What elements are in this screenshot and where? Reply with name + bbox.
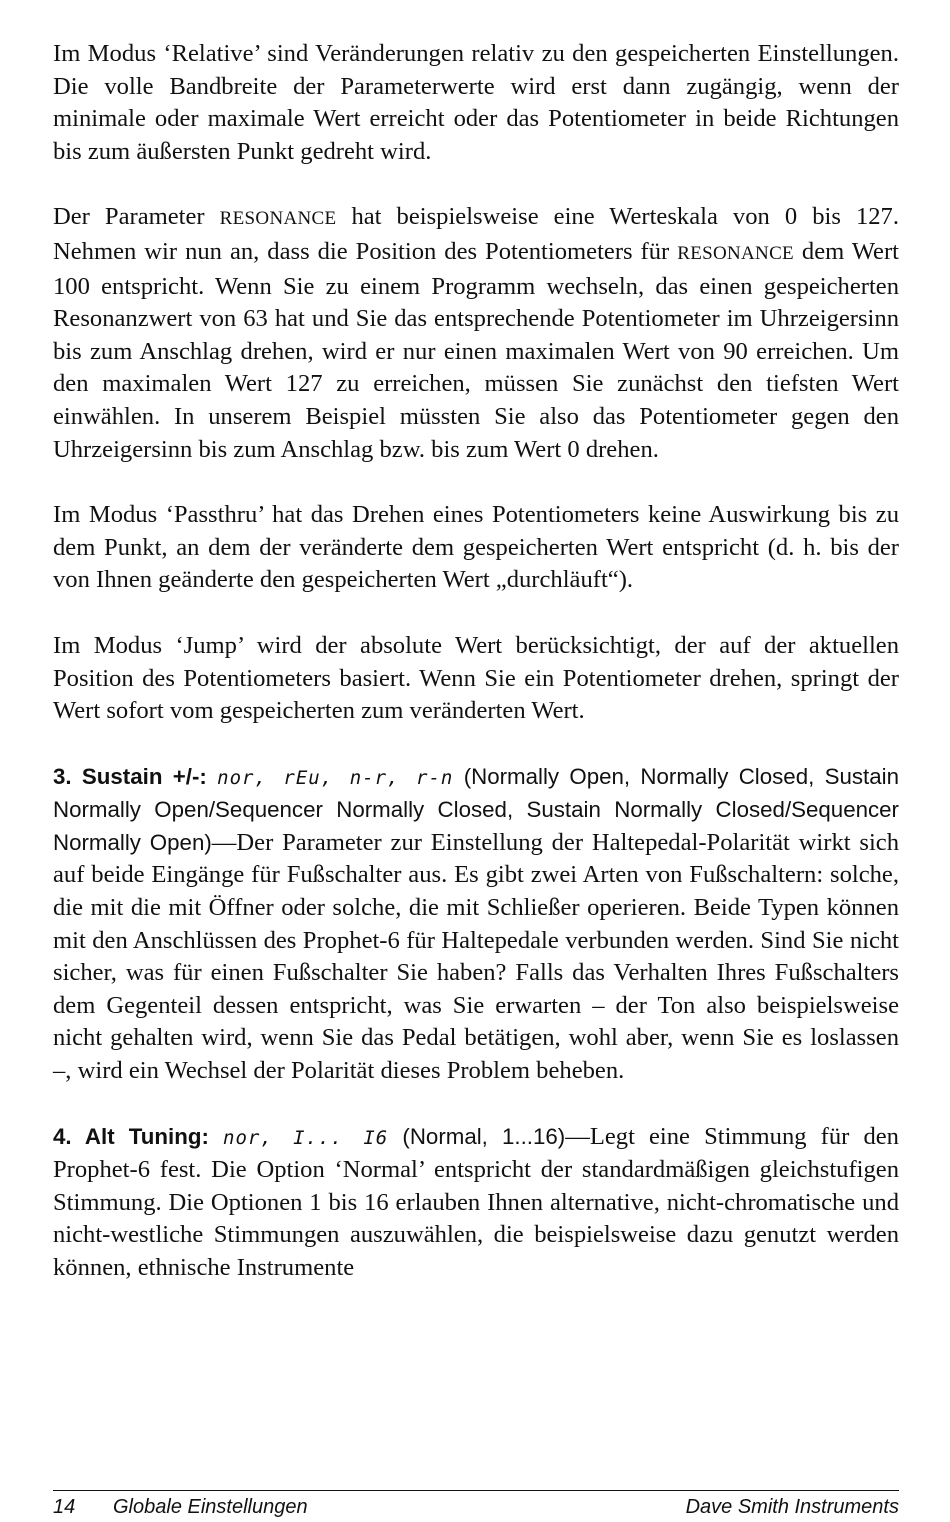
- footer-divider: [53, 1490, 899, 1491]
- text-segment: Der Parameter: [53, 203, 220, 231]
- section-body: —Legt eine Stimmung für den Prophet-6 fest. Die Option ‘Normal’ entspricht der standardmäßigen gleichstufigen Stimmung. Die Optionen 1 bis 16 erlauben Ihnen alternative, nicht-chromatische und nicht-westliche Stimmungen auszuwählen, die beispielsweise dazu genutzt werden können, ethnische Instrumente: [53, 1122, 899, 1281]
- paragraph-relative-mode: Im Modus ‘Relative’ sind Veränderungen relativ zu den gespeicherten Einstellungen. Die volle Bandbreite der Parameterwerte wird erst dann zugängig, wenn der minimale oder maximale Wert erreicht oder das Potentiometer in beide Richtungen bis zum äußersten Punkt gedreht wird.: [53, 40, 899, 165]
- option-list: (Normally Open, Normally Closed, Sustain Normally Open/Sequencer Normally Closed, Sustain Normally Closed/Sequencer Normally Open): [53, 763, 899, 855]
- section-alt-tuning: [53, 1121, 899, 1285]
- lcd-values: nor, rEu, n-r, r-n: [217, 766, 454, 789]
- section-heading-alt-tuning: 4. Alt Tuning: nor, I... I6 (Normal, 1...16): [53, 1123, 566, 1149]
- parameter-name-resonance: RESONANCE: [677, 242, 794, 264]
- brand-name: Dave Smith Instruments: [685, 1496, 899, 1518]
- text-segment: hat beispielsweise eine Werteskala von 0 bis 127. Nehmen wir nun an, dass die Position des Potentiometers für: [53, 203, 899, 265]
- page-content: [53, 38, 899, 1318]
- section-heading-sustain: 3. Sustain +/-: nor, rEu, n-r, r-n (Normally Open, Normally Closed, Sustain Normally Open/Sequencer Normally Closed, Sustain Normally Closed/Sequencer Normally Open): [53, 763, 899, 855]
- section-title: Globale Einstellungen: [113, 1496, 308, 1518]
- parameter-name-resonance: RESONANCE: [219, 208, 337, 230]
- page-footer: [53, 1494, 899, 1520]
- paragraph-jump-mode: Im Modus ‘Jump’ wird der absolute Wert berücksichtigt, der auf der aktuellen Position des Potentiometers basiert. Wenn Sie ein Potentiometer drehen, springt der Wert sofort vom gespeicherten zum veränderten Wert.: [53, 631, 899, 725]
- section-body: —Der Parameter zur Einstellung der Haltepedal-Polarität wirkt sich auf beide Eingänge für Fußschalter aus. Es gibt zwei Arten von Fußschaltern: solche, die mit die mit Öffner oder solche, die mit Schließer operieren. Beide Typen können mit den Anschlüssen des Prophet-6 für Haltepedale verbunden werden. Sind Sie nicht sicher, was für einen Fußschalter Sie haben? Falls das Verhalten Ihres Fußschalters dem Gegenteil dessen entspricht, was Sie erwarten – der Ton also beispielsweise nicht gehalten wird, wenn Sie das Pedal betätigen, wohl aber, wenn Sie es loslassen –, wird ein Wechsel der Polarität dieses Problem beheben.: [53, 828, 900, 1085]
- option-list: (Normal, 1...16): [402, 1123, 566, 1149]
- section-sustain: [53, 761, 899, 1088]
- page-number: 14: [53, 1496, 76, 1518]
- text-segment: dem Wert 100 entspricht. Wenn Sie zu einem Programm wechseln, das einen gespeicherten Resonanzwert von 63 hat und Sie das entsprechende Potentiometer im Uhrzeigersinn bis zum Anschlag drehen, wird er nur einen maximalen Wert von 90 erreichen. Um den maximalen Wert 127 zu erreichen, müssen Sie zunächst den tiefsten Wert einwählen. In unserem Beispiel müssten Sie also das Potentiometer gegen den Uhrzeigersinn bis zum Anschlag bzw. bis zum Wert 0 drehen.: [53, 237, 899, 463]
- paragraph-resonance-example: [53, 201, 899, 466]
- lcd-values: nor, I... I6: [223, 1126, 389, 1149]
- paragraph-passthru-mode: Im Modus ‘Passthru’ hat das Drehen eines Potentiometers keine Auswirkung bis zu dem Punkt, an dem der veränderte dem gespeicherten Wert entspricht (d. h. bis der von Ihnen geänderte den gespeicherten Wert „durchläuft“).: [53, 501, 899, 594]
